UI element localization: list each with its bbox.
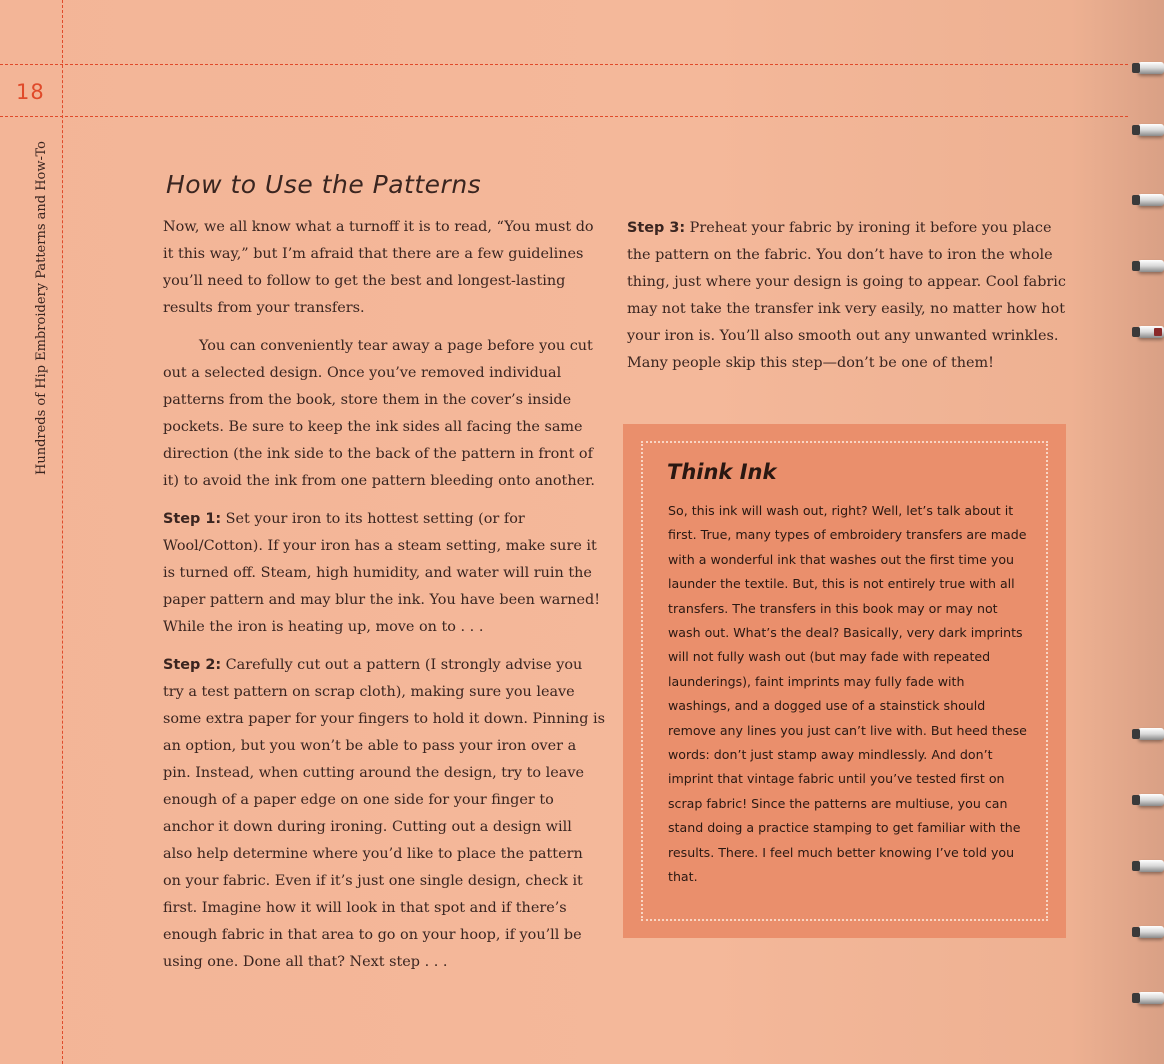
sidebar-box-title: Think Ink	[667, 460, 777, 484]
binding-ring-icon	[1138, 62, 1164, 74]
section-title: How to Use the Patterns	[166, 170, 482, 199]
step-2-label: Step 2:	[163, 657, 222, 673]
binding-ring-icon	[1138, 194, 1164, 206]
binding-ring-icon	[1138, 926, 1164, 938]
sidebar-box	[623, 424, 1066, 938]
binding-ring-icon	[1138, 728, 1164, 740]
text-column-left	[163, 214, 605, 987]
step-3-text: Preheat your fabric by ironing it before you place the pattern on the fabric. You don’t have to iron the whole thing, just where your design is going to appear. Cool fabric may not take the transfer ink very easily, no matter how hot your iron is. You’ll also smooth out any unwanted wrinkles. Many people skip this step—don’t be one of them!	[627, 220, 1066, 371]
binding-ring-icon	[1138, 860, 1164, 872]
step-2-text: Carefully cut out a pattern (I strongly advise you try a test pattern on scrap cloth), making sure you leave some extra paper for your fingers to hold it down. Pinning is an option, but you won’t be able to pass your iron over a pin. Instead, when cutting around the design, try to leave enough of a paper edge on one side for your finger to anchor it down during ironing. Cutting out a design will also help determine where you’d like to place the pattern on your fabric. Even if it’s just one single design, check it first. Imagine how it will look in that spot and if there’s enough fabric in that area to go on your hoop, if you’ll be using one. Done all that? Next step . . .	[163, 657, 605, 970]
body-paragraph: You can conveniently tear away a page before you cut out a selected design. Once you’ve removed individual patterns from the book, store them in the cover’s inside pockets. Be sure to keep the ink sides all facing the same direction (the ink side to the back of the pattern in front of it) to avoid the ink from one pattern bleeding onto another.	[163, 338, 595, 489]
intro-paragraph: Now, we all know what a turnoff it is to read, “You must do it this way,” but I’m afraid that there are a few guidelines you’ll need to follow to get the best and longest-lasting results from your transfers.	[163, 219, 594, 316]
binding-ring-icon	[1138, 992, 1164, 1004]
sidebar-box-text: So, this ink will wash out, right? Well, let’s talk about it first. True, many types of embroidery transfers are made with a wonderful ink that washes out the first time you launder the textile. But, this is not entirely true with all transfers. The transfers in this book may or may not wash out. What’s the deal? Basically, very dark imprints will not fully wash out (but may fade with repeated launderings), faint imprints may fully fade with washings, and a dogged use of a stainstick should remove any lines you just can’t live with. But heed these words: don’t just stamp away mindlessly. And don’t imprint that vintage fabric until you’ve tested first on scrap fabric! Since the patterns are multiuse, you can stand doing a practice stamping to get familiar with the results. There. I feel much better knowing I’ve told you that.	[668, 503, 1027, 885]
running-head: Hundreds of Hip Embroidery Patterns and How-To	[34, 141, 49, 475]
margin-guide-line	[62, 0, 63, 1064]
step-2-paragraph	[163, 652, 605, 976]
binding-ring-icon	[1138, 124, 1164, 136]
step-1-label: Step 1:	[163, 511, 222, 527]
step-3-paragraph	[627, 215, 1069, 377]
step-1-text: Set your iron to its hottest setting (or for Wool/Cotton). If your iron has a steam setting, make sure it is turned off. Steam, high humidity, and water will ruin the paper pattern and may blur the ink. You have been warned! While the iron is heating up, move on to . . .	[163, 511, 601, 635]
step-3-label: Step 3:	[627, 220, 686, 236]
top-guide-line	[0, 64, 1128, 65]
binding-ring-icon	[1138, 794, 1164, 806]
text-column-right	[627, 215, 1069, 388]
binding-ring-icon	[1138, 260, 1164, 272]
step-1-paragraph	[163, 506, 605, 641]
spiral-binding	[1128, 0, 1164, 1064]
binding-ring-icon	[1138, 326, 1164, 338]
page-number: 18	[16, 80, 45, 104]
header-guide-line	[0, 116, 1128, 117]
